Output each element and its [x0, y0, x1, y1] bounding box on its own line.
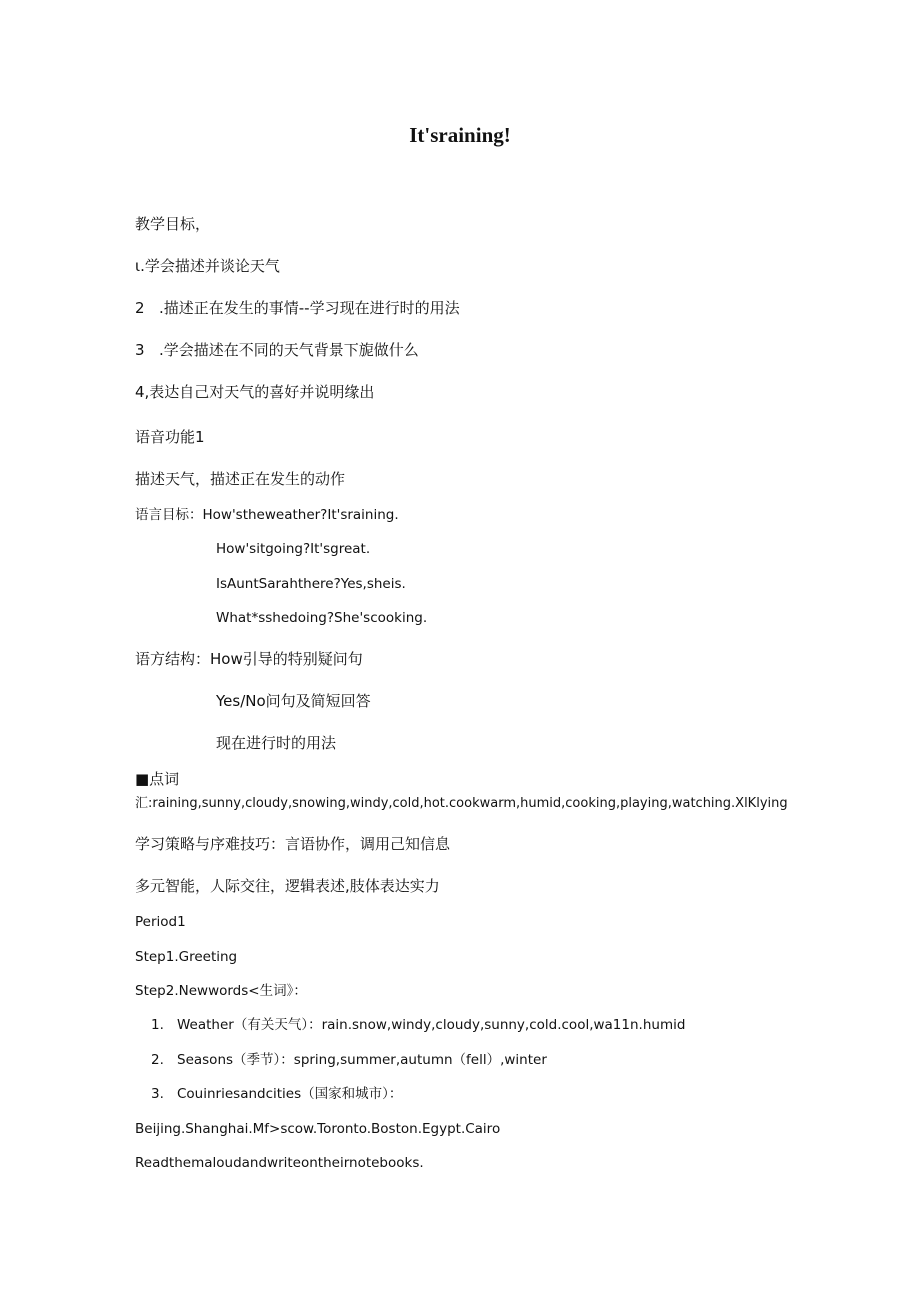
new-words-item-2-number: 2.: [151, 1052, 164, 1068]
goal-item-1: ι.学会描述并谈论天气: [135, 257, 280, 275]
goal-item-2-text: .描述正在发生的事情--学习现在进行时的用法: [159, 299, 460, 317]
goal-item-4: 4,表达自己对天气的喜好并说明缘出: [135, 383, 375, 401]
read-aloud-instruction: Readthemaloudandwriteontheirnotebooks.: [135, 1155, 424, 1171]
new-words-item-2: [151, 1050, 547, 1070]
language-function-heading: 语音功能1: [135, 428, 205, 446]
goal-item-2-number: 2: [135, 299, 145, 317]
key-vocab-list: 汇:raining,sunny,cloudy,snowing,windy,cold,hot.cookwarm,humid,cooking,playing,watching.XlKlying: [135, 796, 788, 811]
period-heading: Period1: [135, 914, 186, 930]
new-words-item-1-number: 1.: [151, 1017, 164, 1033]
step-2-heading: Step2.Newwords<生词》：: [135, 983, 307, 999]
language-goal-line-2: How'sitgoing?It'sgreat.: [216, 541, 371, 557]
document-title: It'sraining!: [409, 123, 511, 147]
language-goal-line-3: IsAuntSarahthere?Yes,sheis.: [216, 576, 406, 592]
grammar-structure-line-1: 语方结构：How引导的特别疑问句: [135, 650, 363, 668]
goal-item-2: [135, 298, 460, 318]
new-words-item-1-text: Weather（有关天气）：rain.snow,windy,cloudy,sunny,cold.cool,wa11n.humid: [177, 1017, 686, 1033]
new-words-item-3-text: Couinriesandcities（国家和城市）：: [177, 1086, 403, 1102]
cities-list: Beijing.Shanghai.Mf>scow.Toronto.Boston.Egypt.Cairo: [135, 1121, 501, 1137]
teaching-goals-heading: 教学目标，: [135, 215, 211, 233]
goal-item-3-text: .学会描述在不同的天气背景下旎做什么: [159, 341, 419, 359]
grammar-structure-line-2: Yes/No问句及简短回答: [216, 692, 371, 710]
new-words-item-1: [151, 1015, 685, 1035]
goal-item-3: [135, 340, 419, 360]
language-goal-line-4: What*sshedoing?She'scooking.: [216, 610, 428, 626]
learning-strategy-text: 学习策略与序难技巧：言语协作，调用己知信息: [135, 835, 451, 853]
multiple-intelligences-text: 多元智能，人际交往，逻辑表述,肢体表达实力: [135, 877, 440, 895]
step-1-heading: Step1.Greeting: [135, 949, 238, 965]
goal-item-3-number: 3: [135, 341, 145, 359]
new-words-item-3-number: 3.: [151, 1086, 164, 1102]
language-goal-line-1: 语言目标：How'stheweather?It'sraining.: [135, 507, 399, 523]
grammar-structure-line-3: 现在进行时的用法: [216, 734, 337, 752]
key-vocab-heading: ■点词: [135, 770, 180, 788]
new-words-item-3: [151, 1084, 402, 1104]
new-words-item-2-text: Seasons（季节）：spring,summer,autumn（fell）,winter: [177, 1052, 547, 1068]
language-function-text: 描述天气，描述正在发生的动作: [135, 470, 346, 488]
